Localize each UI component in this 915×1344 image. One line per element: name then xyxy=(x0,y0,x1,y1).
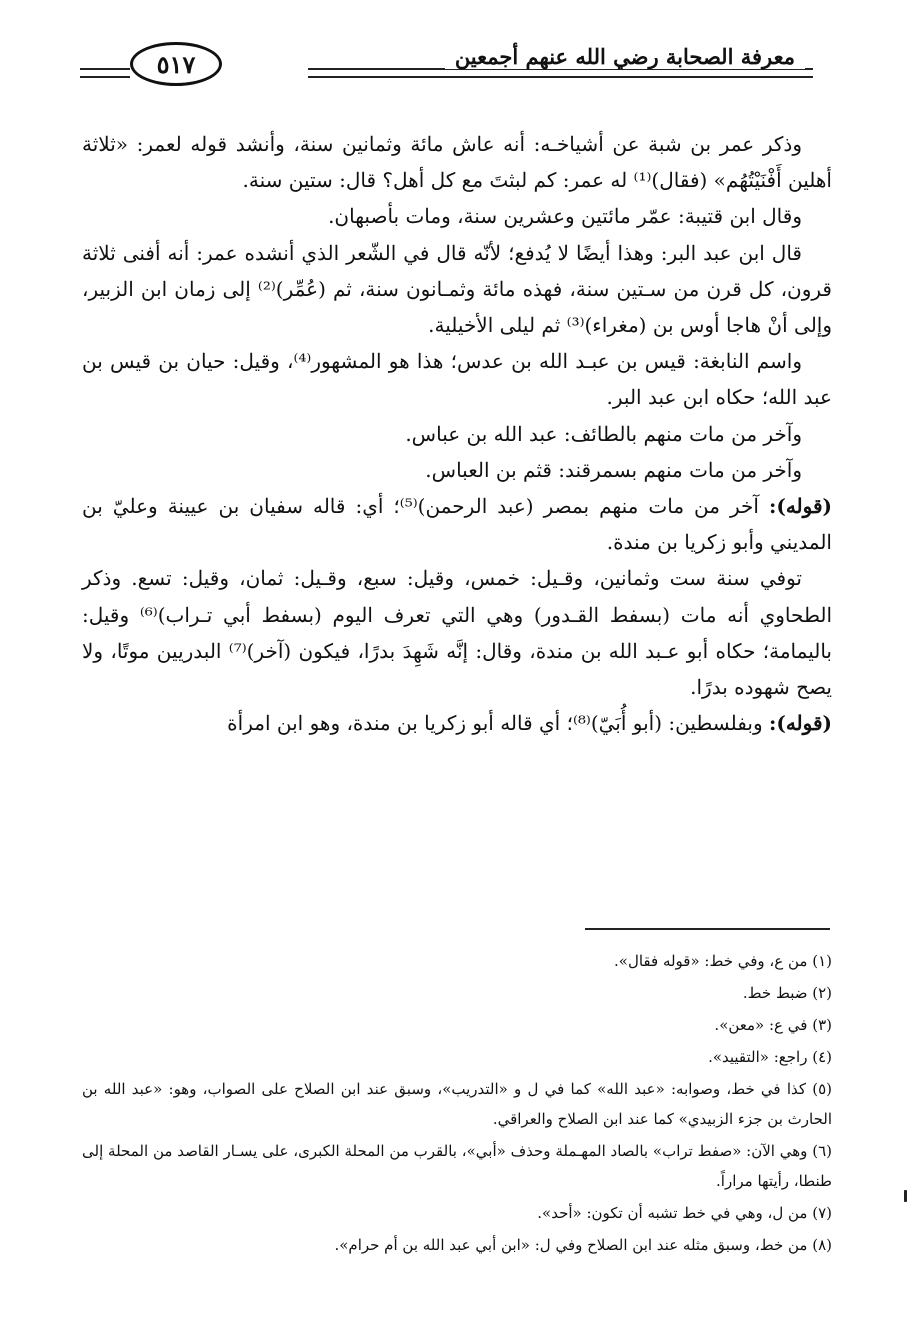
paragraph: واسم النابغة: قيس بن عبـد الله بن عدس؛ هذا هو المشهور⁽⁴⁾، وقيل: حيان بن قيس بن عبد الله؛ حكاه ابن عبد البر. xyxy=(82,349,832,410)
footnote: (٢) ضبط خط. xyxy=(742,984,832,1002)
running-title: معرفة الصحابة رضي الله عنهم أجمعين xyxy=(445,44,805,69)
paragraph-text: وبفلسطين: (أبو أُبَيّ)⁽⁸⁾؛ أي قاله أبو زكريا بن مندة، وهو ابن امرأة xyxy=(227,711,763,736)
footnote: (٨) من خط، وسبق مثله عند ابن الصلاح وفي ل: «ابن أبي عبد الله بن أم حرام». xyxy=(334,1236,832,1254)
paragraph: وقال ابن قتيبة: عمّر مائتين وعشرين سنة، ومات بأصبهان. xyxy=(328,204,802,229)
quote-marker: (قوله): xyxy=(768,494,832,519)
paragraph-text: آخر من مات منهم بمصر (عبد الرحمن)⁽⁵⁾؛ أي: قاله سفيان بن عيينة وعليّ بن المديني وأبو زكريا بن مندة. xyxy=(82,494,832,555)
header-rule-right xyxy=(308,68,813,78)
quote-marker: (قوله): xyxy=(768,711,832,736)
footnote-separator xyxy=(585,928,830,930)
page-header xyxy=(80,40,835,94)
footnote: (٥) كذا في خط، وصوابه: «عبد الله» كما في ل و «التدريب»، وسبق عند ابن الصلاح على الصواب، وهو: «عبد الله بن الحارث بن جزء الزبيدي» كما عند ابن الصلاح والعراقي. xyxy=(82,1080,832,1128)
paragraph: وذكر عمر بن شبة عن أشياخـه: أنه عاش مائة وثمانين سنة، وأنشد قوله لعمر: «ثلاثة أهلين أَفْنَيْتُهُم» (فقال)⁽¹⁾ له عمر: كم لبثتَ مع كل أهل؟ قال: ستين سنة. xyxy=(82,132,832,193)
page-number: ٥١٧ xyxy=(130,42,222,86)
paragraph-quoted xyxy=(82,488,832,560)
paragraph: وآخر من مات منهم بسمرقند: قثم بن العباس. xyxy=(425,457,802,482)
paragraph-quoted xyxy=(82,705,832,741)
header-rule-left xyxy=(80,68,130,78)
paragraph: قال ابن عبد البر: وهذا أيضًا لا يُدفع؛ لأنّه قال في الشّعر الذي أنشده عمر: أنه أفنى ثلاثة قرون، كل قرن من سـتين سنة، فهذه مائة وثمـانون سنة، ثم (عُمِّر)⁽²⁾ إلى زمان ابن الزبير، وإلى أنْ هاجا أوس بن (مغراء)⁽³⁾ ثم ليلى الأخيلية. xyxy=(82,240,832,338)
paragraph: توفي سنة ست وثمانين، وقـيل: خمس، وقيل: سبع، وقـيل: ثمان، وقيل: تسع. وذكر الطحاوي أنه مات (بسفط القـدور) وهي التي تعرف اليوم (بسفط أبي تـراب)⁽⁶⁾ وقيل: باليمامة؛ حكاه أبو عـبد الله بن مندة، وقال: إنَّه شَهِدَ بدرًا، فيكون (آخر)⁽⁷⁾ البدريين موتًا، ولا يصح شهوده بدرًا. xyxy=(82,566,832,700)
footnote: (٣) في ع: «معن». xyxy=(714,1016,832,1034)
main-text xyxy=(82,126,832,741)
footnote: (٦) وهي الآن: «صفط تراب» بالصاد المهـملة وحذف «أبي»، بالقرب من المحلة الكبرى، على يسـار القاصد من المحلة إلى طنطا، رأيتها مراراً. xyxy=(82,1142,832,1190)
paragraph: وآخر من مات منهم بالطائف: عبد الله بن عباس. xyxy=(405,421,802,446)
footnote: (١) من ع، وفي خط: «قوله فقال». xyxy=(614,952,832,970)
footnote: (٧) من ل، وهي في خط تشبه أن تكون: «أحد». xyxy=(537,1204,832,1222)
scan-edge-mark xyxy=(904,1190,907,1202)
footnotes xyxy=(82,946,832,1262)
footnote: (٤) راجع: «التقييد». xyxy=(708,1048,832,1066)
